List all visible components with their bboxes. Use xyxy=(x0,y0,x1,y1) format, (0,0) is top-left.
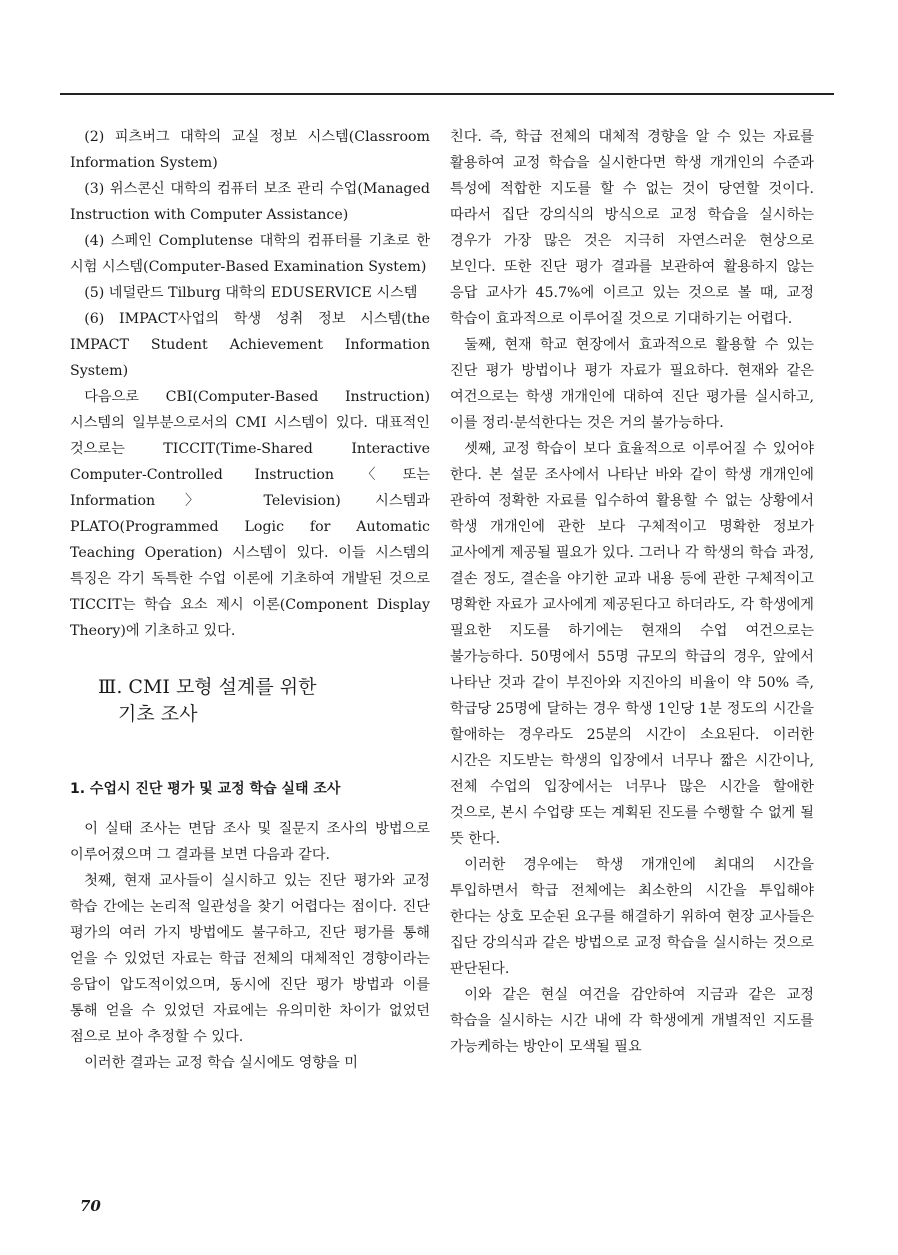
right-column xyxy=(450,124,814,1060)
body-paragraph: 이러한 경우에는 학생 개개인에 최대의 시간을 투입하면서 학급 전체에는 최소한의 시간을 투입해야 한다는 상호 모순된 요구를 해결하기 위하여 현장 교사들은 집단 강의식과 같은 방법으로 교정 학습을 실시하는 것으로 판단된다. xyxy=(450,857,814,977)
header-rule xyxy=(60,93,834,95)
list-item: (3) 위스콘신 대학의 컴퓨터 보조 관리 수업(Managed Instruction with Computer Assistance) xyxy=(70,181,430,223)
section-heading-line1: Ⅲ. CMI 모형 설계를 위한 xyxy=(98,676,317,698)
list-item: (5) 네덜란드 Tilburg 대학의 EDUSERVICE 시스템 xyxy=(84,285,418,301)
body-paragraph: 친다. 즉, 학급 전체의 대체적 경향을 알 수 있는 자료를 활용하여 교정 학습을 실시한다면 학생 개개인의 수준과 특성에 적합한 지도를 할 수 없는 것이 당연할 것이다. 따라서 집단 강의식의 방식으로 교정 학습을 실시하는 경우가 가장 많은 것은 지극히 자연스러운 현상으로 보인다. 또한 진단 평가 결과를 보관하여 활용하지 않는 응답 교사가 45.7%에 이르고 있는 것으로 볼 때, 교정 학습이 효과적으로 이루어질 것으로 기대하기는 어렵다. xyxy=(450,129,814,327)
list-item: (2) 피츠버그 대학의 교실 정보 시스템(Classroom Information System) xyxy=(70,129,430,171)
section-heading xyxy=(98,674,430,728)
body-paragraph: 이 실태 조사는 면담 조사 및 질문지 조사의 방법으로 이루어졌으며 그 결과를 보면 다음과 같다. xyxy=(70,821,430,863)
page-number: 70 xyxy=(80,1197,101,1215)
body-paragraph: 첫째, 현재 교사들이 실시하고 있는 진단 평가와 교정 학습 간에는 논리적 일관성을 찾기 어렵다는 점이다. 진단 평가의 여러 가지 방법에도 불구하고, 진단 평가를 통해 얻을 수 있었던 자료는 학급 전체의 대체적인 경향이라는 응답이 압도적이었으며, 동시에 진단 평가 방법과 이를 통해 얻을 수 있었던 자료에는 유의미한 차이가 없었던 점으로 보아 추정할 수 있다. xyxy=(70,873,430,1045)
subsection-heading: 1. 수업시 진단 평가 및 교정 학습 실태 조사 xyxy=(70,781,341,797)
left-column xyxy=(70,124,430,1076)
body-paragraph: 다음으로 CBI(Computer-Based Instruction) 시스템의 일부분으로서의 CMI 시스템이 있다. 대표적인 것으로는 TICCIT(Time-Shared Interactive Computer-Controlled Instruction〈또는 Information〉 Television) 시스템과 PLATO(Programmed Logic for Automatic Teaching Operation) 시스템이 있다. 이들 시스템의 특징은 각기 독특한 수업 이론에 기초하여 개발된 것으로 TICCIT는 학습 요소 제시 이론(Component Display Theory)에 기초하고 있다. xyxy=(70,389,430,639)
list-item: (4) 스페인 Complutense 대학의 컴퓨터를 기초로 한 시험 시스템(Computer-Based Examination System) xyxy=(70,233,430,275)
body-paragraph: 이러한 결과는 교정 학습 실시에도 영향을 미 xyxy=(84,1055,358,1071)
list-item: (6) IMPACT사업의 학생 성취 정보 시스템(the IMPACT Student Achievement Information System) xyxy=(70,311,430,379)
body-paragraph: 둘째, 현재 학교 현장에서 효과적으로 활용할 수 있는 진단 평가 방법이나 평가 자료가 필요하다. 현재와 같은 여건으로는 학생 개개인에 대하여 진단 평가를 실시하고, 이를 정리·분석한다는 것은 거의 불가능하다. xyxy=(450,337,814,431)
body-paragraph: 셋째, 교정 학습이 보다 효율적으로 이루어질 수 있어야 한다. 본 설문 조사에서 나타난 바와 같이 학생 개개인에 관하여 정확한 자료를 입수하여 활용할 수 없는 상황에서 학생 개개인에 관한 보다 구체적이고 명확한 정보가 교사에게 제공될 필요가 있다. 그러나 각 학생의 학습 과정, 결손 정도, 결손을 야기한 교과 내용 등에 관한 구체적이고 명확한 자료가 교사에게 제공된다고 하더라도, 각 학생에게 필요한 지도를 하기에는 현재의 수업 여건으로는 불가능하다. 50명에서 55명 규모의 학급의 경우, 앞에서 나타난 것과 같이 부진아와 지진아의 비율이 약 50% 즉, 학급당 25명에 달하는 경우 학생 1인당 1분 정도의 시간을 할애하는 경우라도 25분의 시간이 소요된다. 이러한 시간은 지도받는 학생의 입장에서 너무나 짧은 시간이나, 전체 수업의 입장에서는 너무나 많은 시간을 할애한 것으로, 본시 수업량 또는 계획된 진도를 수행할 수 없게 될 뜻 한다. xyxy=(450,441,814,847)
section-heading-line2: 기초 조사 xyxy=(118,703,198,725)
body-paragraph: 이와 같은 현실 여건을 감안하여 지금과 같은 교정 학습을 실시하는 시간 내에 각 학생에게 개별적인 지도를 가능케하는 방안이 모색될 필요 xyxy=(450,987,814,1055)
